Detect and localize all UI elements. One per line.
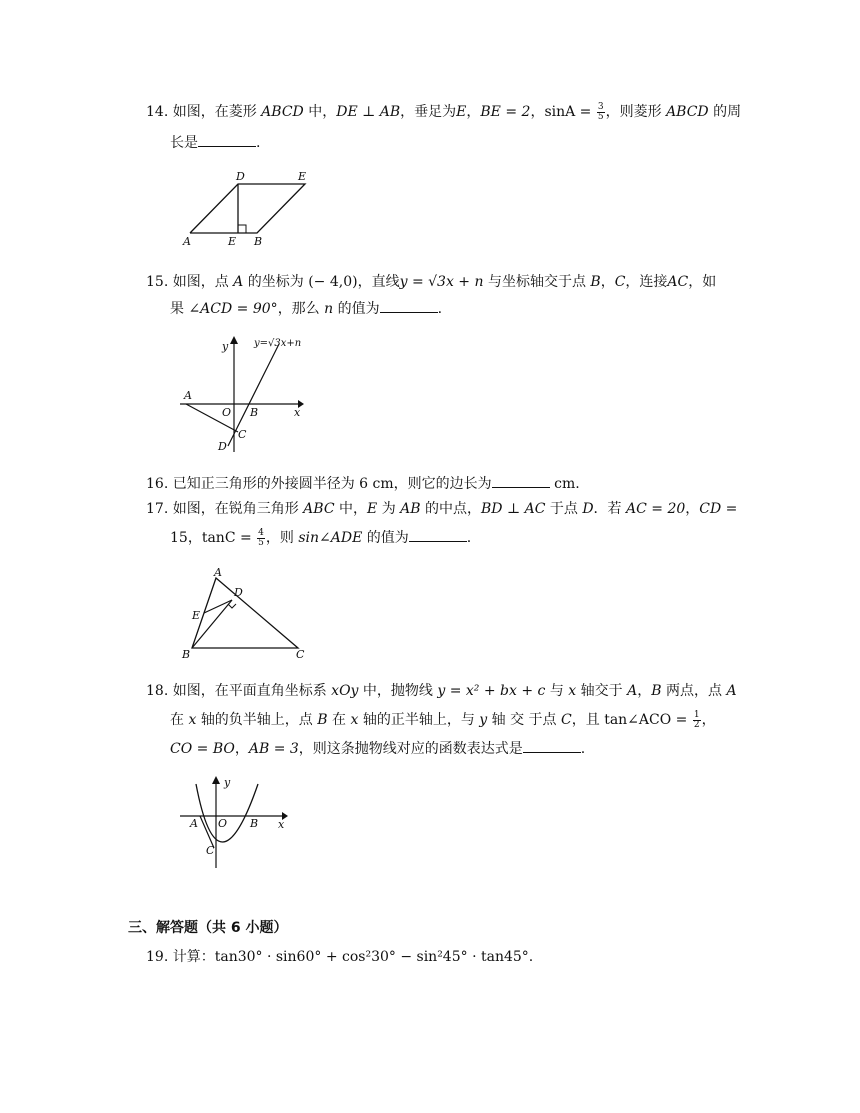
answer-blank[interactable] <box>523 740 581 753</box>
q14-number: 14. <box>146 104 169 120</box>
answer-blank[interactable] <box>492 475 550 488</box>
q17-triangle-figure <box>182 566 312 662</box>
q19-line: 19. 计算：tan30° · sin60° + cos²30° − sin²45° · tan45°. <box>146 949 534 965</box>
label-c: C <box>238 428 247 441</box>
label-d: D <box>234 586 243 599</box>
right-angle-mark <box>238 225 246 233</box>
answer-blank[interactable] <box>198 134 256 147</box>
y-axis-arrow <box>230 336 238 344</box>
section-heading: 三、解答题（共 6 小题） <box>128 920 288 936</box>
label-b: B <box>250 406 259 419</box>
label-a: A <box>184 389 192 402</box>
triangle-abc <box>192 578 298 648</box>
label-a: A <box>214 566 222 579</box>
y-axis-arrow <box>212 776 220 784</box>
label-e: E <box>192 609 201 622</box>
q18-line1: 18. 如图，在平面直角坐标系 xOy 中，抛物线 y = x² + bx + c 与 x 轴交于 A，B 两点，点 A <box>146 683 737 699</box>
label-x: x <box>278 818 285 831</box>
q16-line: 16. 已知正三角形的外接圆半径为 6 cm，则它的边长为 cm. <box>146 476 580 492</box>
parabola-curve <box>196 784 258 842</box>
label-o: O <box>222 406 232 419</box>
label-o: O <box>218 817 228 830</box>
label-a: A <box>183 235 191 248</box>
q18-parabola-figure <box>178 772 298 872</box>
label-b: B <box>182 648 191 661</box>
label-c: C <box>206 844 215 857</box>
answer-blank[interactable] <box>380 300 438 313</box>
label-y: y <box>224 776 231 789</box>
q17-line2: 15，tanC = $\frac{4}{5}$ ，则 sin∠ADE 的值为 . <box>170 527 472 548</box>
label-e2: E <box>298 170 307 183</box>
q14-line2: 长是 . <box>170 135 261 151</box>
label-x: x <box>294 406 301 419</box>
label-c: C <box>296 648 305 661</box>
label-equation: y=√3x+n <box>254 338 302 349</box>
right-angle-mark <box>228 604 236 608</box>
q14-rhombus-figure <box>180 168 320 250</box>
label-d: D <box>236 170 245 183</box>
label-b: B <box>250 817 259 830</box>
rhombus-outline <box>190 184 305 233</box>
answer-blank[interactable] <box>409 529 467 542</box>
q18-line2: 在 x 轴的负半轴上，点 B 在 x 轴的正半轴上，与 y 轴 交 于点 C，且 tan∠ACO = $\frac{1}{2}$ ， <box>170 709 716 730</box>
q15-coordinate-figure <box>176 334 316 454</box>
label-d: D <box>218 440 227 453</box>
q17-line1: 17. 如图，在锐角三角形 ABC 中，E 为 AB 的中点，BD ⊥ AC 于点 D．若 AC = 20，CD = <box>146 501 738 517</box>
q15-line1: 15. 如图，点 A 的坐标为 (− 4,0)，直线y = √3x + n 与坐标轴交于点 B，C，连接AC，如 <box>146 274 717 290</box>
q15-line2: 果 ∠ACD = 90°，那么 n 的值为 . <box>170 301 443 317</box>
q14-fraction: $\frac{3}{5}$ <box>597 101 604 122</box>
segment-bd <box>192 600 232 648</box>
label-a: A <box>190 817 198 830</box>
q14-line1: 14. 如图，在菱形 ABCD 中，DE ⊥ AB，垂足为E，BE = 2，sinA = $\frac{3}{5}$ ，则菱形 ABCD 的周 <box>146 101 742 122</box>
q18-fraction: $\frac{1}{2}$ <box>693 709 700 730</box>
q17-fraction: $\frac{4}{5}$ <box>258 527 264 548</box>
label-b: B <box>254 235 263 248</box>
q18-line3: CO = BO，AB = 3，则这条抛物线对应的函数表达式是 . <box>170 741 586 757</box>
label-y: y <box>222 340 229 353</box>
label-e: E <box>228 235 237 248</box>
